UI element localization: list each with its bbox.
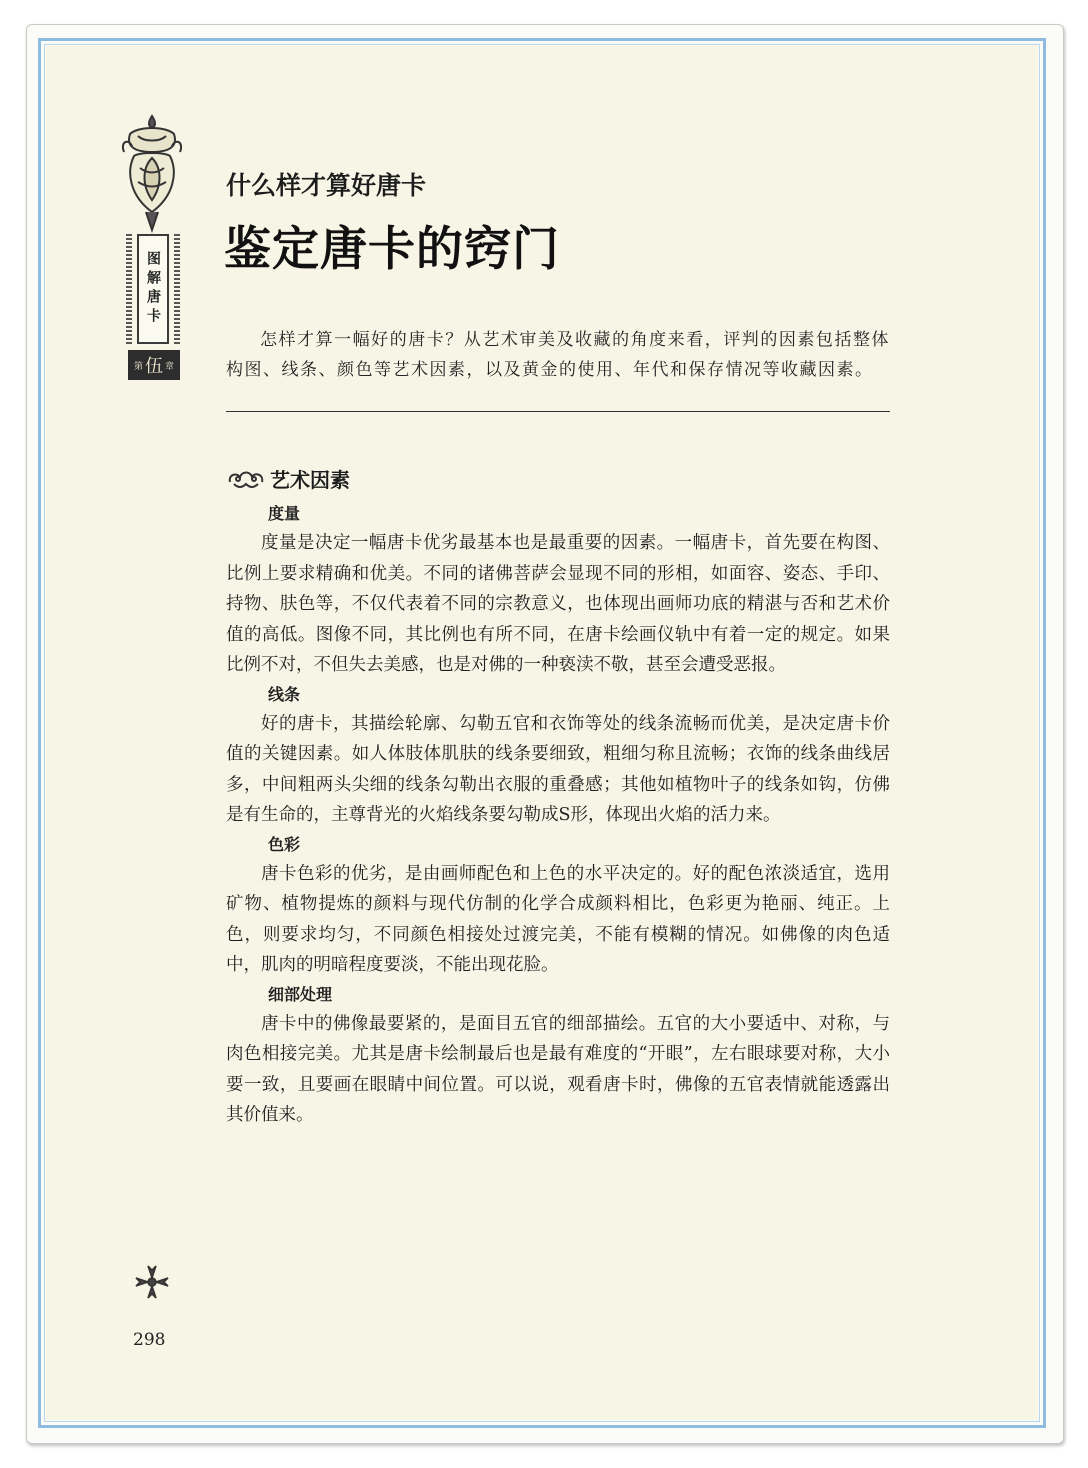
divider xyxy=(226,411,890,412)
intro-paragraph: 怎样才算一幅好的唐卡？从艺术审美及收藏的角度来看，评判的因素包括整体构图、线条、颜色等艺术因素，以及黄金的使用、年代和保存情况等收藏因素。 xyxy=(226,330,890,380)
section-heading xyxy=(226,464,350,493)
conch-ornament-icon xyxy=(120,112,184,234)
book-title-label: 图解唐卡 xyxy=(145,251,161,327)
paragraph-proportion: 度量是决定一幅唐卡优劣最基本也是最重要的因素。一幅唐卡，首先要在构图、比例上要求精确和优美。不同的诸佛菩萨会显现不同的形相，如面容、姿态、手印、持物、肤色等，不仅代表着不同的宗教意义，也体现出画师功底的精湛与否和艺术价值的高低。图像不同，其比例也有所不同，在唐卡绘画仪轨中有着一定的规定。如果比例不对，不但失去美感，也是对佛的一种亵渎不敬，甚至会遭受恶报。 xyxy=(226,533,890,675)
crossed-vajra-icon xyxy=(132,1262,172,1306)
subheading-proportion: 度量 xyxy=(268,504,301,523)
cloud-icon xyxy=(226,468,266,490)
chapter-number: 伍 xyxy=(145,356,163,377)
paragraph-lines: 好的唐卡，其描绘轮廓、勾勒五官和衣饰等处的线条流畅而优美，是决定唐卡价值的关键因素。如人体肢体肌肤的线条要细致，粗细匀称且流畅；衣饰的线条曲线居多，中间粗两头尖细的线条勾勒出衣服的重叠感；其他如植物叶子的线条如钩，仿佛是有生命的，主尊背光的火焰线条要勾勒成S形，体现出火焰的活力来。 xyxy=(226,713,890,825)
page-subtitle: 什么样才算好唐卡 xyxy=(226,171,427,200)
subheading-lines: 线条 xyxy=(268,684,301,704)
chapter-suffix: 章 xyxy=(165,361,175,372)
page-title: 鉴定唐卡的窍门 xyxy=(224,222,560,277)
section-title: 艺术因素 xyxy=(270,468,350,492)
subheading-details: 细部处理 xyxy=(268,984,333,1004)
chapter-prefix: 第 xyxy=(133,361,143,372)
subheading-color: 色彩 xyxy=(268,834,301,854)
tab-stripe-left xyxy=(126,234,132,344)
page-number: 298 xyxy=(133,1330,166,1350)
paragraph-details: 唐卡中的佛像最要紧的，是面目五官的细部描绘。五官的大小要适中、对称，与肉色相接完美。尤其是唐卡绘制最后也是最有难度的“开眼”，左右眼球要对称，大小要一致，且要画在眼睛中间位置。可以说，观看唐卡时，佛像的五官表情就能透露出其价值来。 xyxy=(226,1013,890,1125)
section-body xyxy=(226,500,890,1131)
paragraph-color: 唐卡色彩的优劣，是由画师配色和上色的水平决定的。好的配色浓淡适宜，选用矿物、植物提炼的颜料与现代仿制的化学合成颜料相比，色彩更为艳丽、纯正。上色，则要求均匀，不同颜色相接处过渡完美，不能有模糊的情况。如佛像的肉色适中，肌肉的明暗程度要淡，不能出现花脸。 xyxy=(226,863,890,975)
tab-stripe-right xyxy=(174,234,180,344)
book-title-tab xyxy=(137,234,169,344)
chapter-badge xyxy=(128,350,180,380)
